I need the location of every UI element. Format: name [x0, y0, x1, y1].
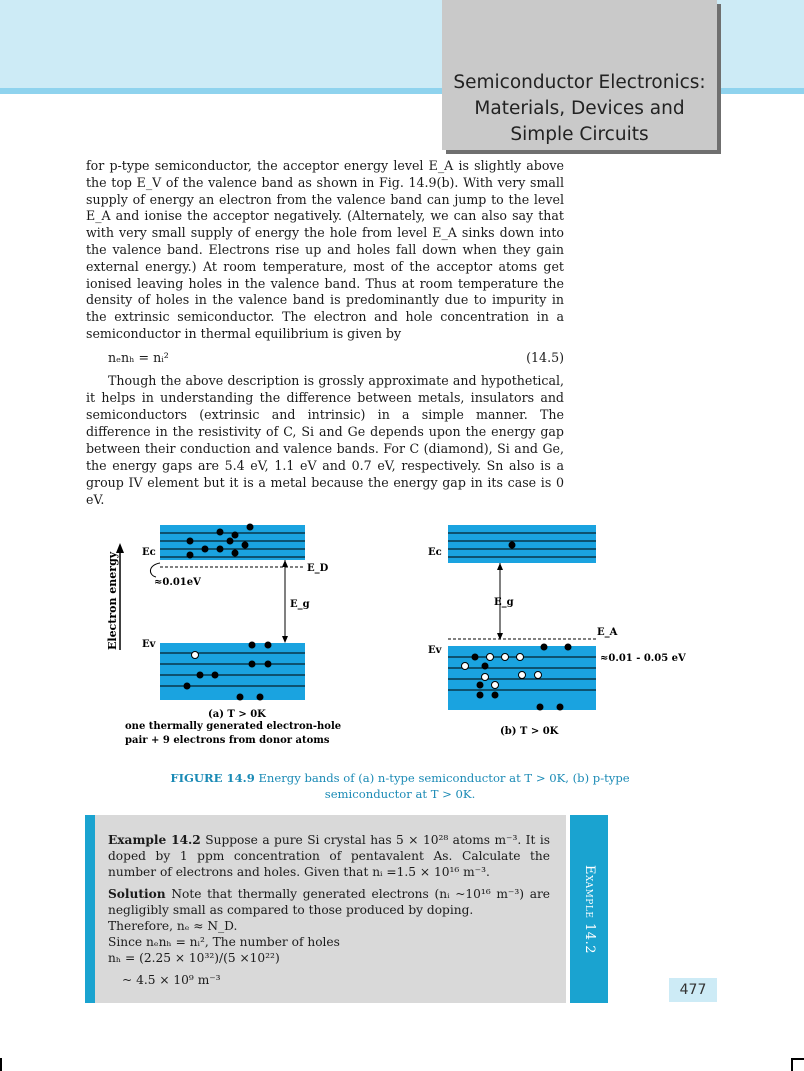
solution-line-4: ~ 4.5 × 10⁹ m⁻³	[122, 973, 221, 987]
chapter-title-line1: Semiconductor Electronics:	[453, 72, 706, 93]
panel-a-ed-label: E_D	[307, 563, 329, 574]
panel-a-eg-label: E_g	[290, 599, 310, 610]
equation-text: nₑnₕ = nᵢ²	[108, 350, 169, 365]
panel-b-eg-label: E_g	[494, 597, 514, 608]
example-side-label-text: Example 14.2	[581, 864, 597, 954]
panel-b-conduction-band	[448, 525, 596, 563]
panel-a-gap-bracket	[150, 563, 160, 577]
panel-b-ev-label: Eᴠ	[428, 645, 442, 656]
panel-a-sublabel: (a) T > 0K	[208, 709, 266, 720]
example-question-text: Suppose a pure Si crystal has 5 × 10²⁸ atoms m⁻³. It is doped by 1 ppm concentration of pentavalent As. Calculate the number of electrons and holes. Given that nᵢ =1.5 × 10¹⁶ m⁻³.	[108, 833, 550, 879]
solution-line-1: Therefore, nₑ ≈ N_D.	[108, 919, 238, 933]
energy-band-figure	[90, 515, 710, 755]
panel-b-conduction-electron	[509, 542, 516, 549]
solution-line-2: Since nₑnₕ = nᵢ², The number of holes	[108, 935, 340, 949]
example-title: Example 14.2	[108, 833, 201, 847]
energy-axis-label: Electron energy	[106, 551, 119, 650]
figure-caption	[140, 770, 660, 802]
example-solution	[108, 886, 550, 918]
panel-a-note-2: pair + 9 electrons from donor atoms	[125, 735, 330, 746]
panel-a-ec-label: Eᴄ	[142, 547, 156, 558]
example-content	[108, 832, 550, 988]
example-question	[108, 832, 550, 880]
panel-b-gap-label: ≈0.01 - 0.05 eV	[600, 653, 686, 664]
chapter-title	[442, 70, 717, 148]
equation-number: (14.5)	[526, 350, 564, 365]
page-number: 477	[669, 978, 717, 1002]
panel-a-valence-band	[160, 643, 305, 700]
panel-b-sublabel: (b) T > 0K	[500, 726, 559, 737]
crop-mark-left	[0, 1058, 2, 1071]
chapter-title-line3: Simple Circuits	[510, 124, 649, 145]
paragraph-2-text: Though the above description is grossly approximate and hypothetical, it helps in understanding the difference between metals, insulators and semiconductors (extrinsic and intrinsic) in a simple manner. The difference in the resistivity of C, Si and Ge depends upon the energy gap between their conduction and valence bands. For C (diamond), Si and Ge, the energy gaps are 5.4 eV, 1.1 eV and 0.7 eV, respectively. Sn also is a group IV element but it is a metal because the energy gap in its case is 0 eV.	[86, 373, 564, 507]
figure-caption-text: Energy bands of (a) n-type semiconductor at T > 0K, (b) p-type semiconductor at T > 0K.	[258, 771, 630, 801]
panel-a-gap-arrow-up	[282, 560, 288, 567]
panel-b-ec-label: Eᴄ	[428, 547, 442, 558]
panel-a-note-1: one thermally generated electron-hole	[125, 721, 342, 732]
panel-a-gap-arrow-down	[282, 636, 288, 643]
paragraph-1-text: for p-type semiconductor, the acceptor energy level E_A is slightly above the top E_V of the valence band as shown in Fig. 14.9(b). With very small supply of energy an electron from the valence band can jump to the level E_A and ionise the acceptor negatively. (Alternately, we can also say that with very small supply of energy the hole from level E_A sinks down into the valence band. Electrons rise up and holes fall down when they gain external energy.) At room temperature, most of the acceptor atoms get ionised leaving holes in the valence band. Thus at room temperature the density of holes in the valence band is predominantly due to impurity in the extrinsic semiconductor. The electron and hole concentration in a semiconductor in thermal equilibrium is given by	[86, 158, 564, 341]
figure-caption-label: FIGURE 14.9	[170, 771, 255, 785]
energy-axis-arrowhead	[116, 543, 124, 553]
solution-label: Solution	[108, 887, 166, 901]
panel-a-gap-label: ≈0.01eV	[154, 577, 201, 588]
solution-text: Note that thermally generated electrons (nᵢ ~10¹⁶ m⁻³) are negligibly small as compared to those produced by doping.	[108, 887, 550, 917]
chapter-title-line2: Materials, Devices and	[474, 98, 685, 119]
panel-b-ea-label: E_A	[597, 627, 618, 638]
paragraph-2	[86, 372, 564, 508]
panel-b-gap-arrow-up	[497, 563, 503, 570]
panel-a-ev-label: Eᴠ	[142, 639, 156, 650]
equation-14-5	[108, 350, 564, 365]
solution-line-3: nₕ = (2.25 × 10³²)/(5 ×10²²)	[108, 951, 280, 965]
paragraph-1	[86, 158, 564, 343]
example-side-label	[570, 815, 608, 1003]
crop-mark-right-v	[791, 1058, 793, 1071]
